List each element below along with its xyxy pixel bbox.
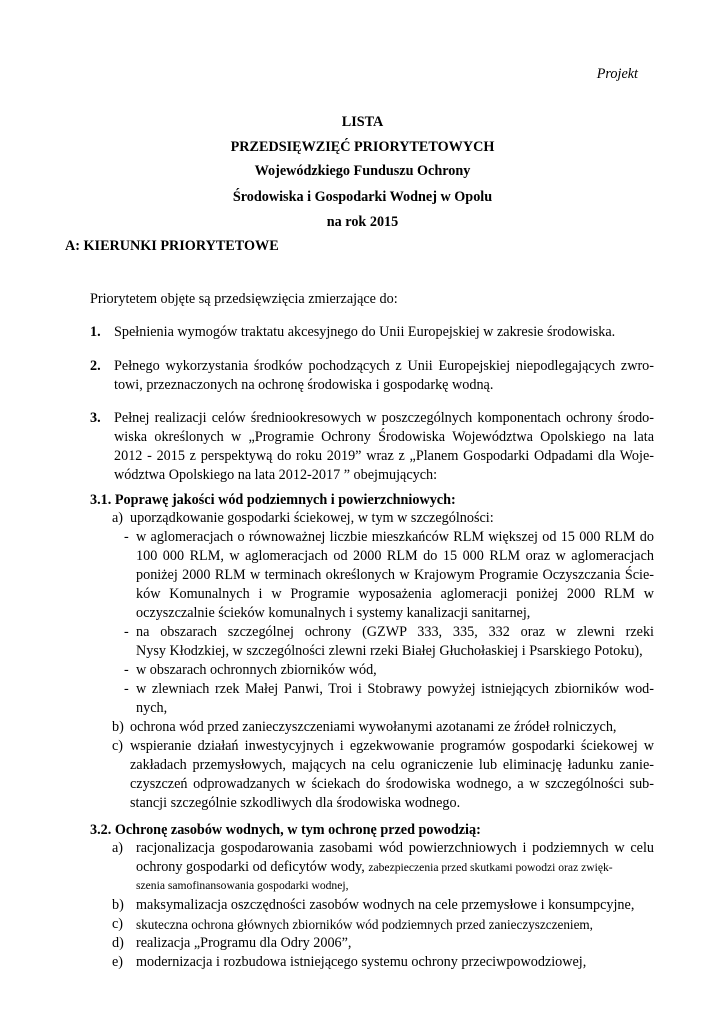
title-line-5: na rok 2015: [326, 214, 399, 230]
intro-text: Priorytetem objęte są przedsięwzięcia zmierzające do:: [90, 291, 398, 307]
list-label: c): [112, 738, 124, 754]
item-3-line: 2012 - 2015 z perspektywą do roku 2019” wraz z „Planem Gospodarki Odpadami dla Woje-: [114, 448, 654, 464]
list-label: e): [112, 954, 124, 970]
section-3-2-a-line: [136, 859, 613, 876]
draft-label: Projekt: [596, 66, 638, 82]
item-1-line: Spełnienia wymogów traktatu akcesyjnego do Unii Europejskiej w zakresie środowiska.: [114, 324, 616, 340]
section-3-1-c-line: zakładach przemysłowych, mających na celu ograniczenie lub eliminację ładunku zanie-: [130, 757, 654, 773]
title-line-1: LISTA: [341, 114, 384, 130]
bullet-line: nych,: [136, 700, 168, 716]
section-3-2-a-line: racjonalizacja gospodarowania zasobami wód powierzchniowych i podziemnych w celu: [136, 840, 654, 856]
bullet-line: poniżej 2000 RLM w terminach określonych w Krajowym Programie Oczyszczania Ście-: [136, 567, 654, 583]
section-3-1-b-text: ochrona wód przed zanieczyszczeniami wywołanymi azotanami ze źródeł rolniczych,: [130, 719, 617, 735]
section-3-2-a-text: ochrony gospodarki od deficytów wody,: [136, 859, 365, 875]
section-3-1-a-text: uporządkowanie gospodarki ściekowej, w tym w szczególności:: [130, 510, 494, 526]
section-3-1-heading: 3.1. Poprawę jakości wód podziemnych i powierzchniowych:: [90, 492, 456, 508]
section-3-2-c-text: skuteczna ochrona głównych zbiorników wód podziemnych przed zanieczyszczeniem,: [136, 917, 593, 932]
dash-bullet: -: [124, 529, 129, 545]
bullet-line: na obszarach szczególnej ochrony (GZWP 333, 335, 332 oraz w zlewni rzeki: [136, 624, 654, 640]
title-line-3: Wojewódzkiego Funduszu Ochrony: [254, 163, 471, 179]
item-3-line: wództwa Opolskiego na lata 2012-2017 ” obejmujących:: [114, 467, 438, 483]
item-3-line: wiska określonych w „Programie Ochrony Środowiska Województwa Opolskiego na lata: [114, 429, 654, 445]
section-3-2-a-small-text: zabezpieczenia przed skutkami powodzi oraz zwięk-: [368, 861, 613, 874]
item-1-number: 1.: [90, 324, 101, 340]
section-3-2-d-text: realizacja „Programu dla Odry 2006”,: [136, 935, 352, 951]
section-3-2-a-small-line: szenia samofinansowania gospodarki wodnej,: [136, 879, 349, 892]
dash-bullet: -: [124, 681, 129, 697]
list-label: a): [112, 840, 124, 856]
section-3-1-c-line: stancji szczególnie szkodliwych dla środowiska wodnego.: [130, 795, 461, 811]
list-label: d): [112, 935, 124, 951]
bullet-line: Nysy Kłodzkiej, w szczególności zlewni rzeki Białej Głuchołaskiej i Psarskiego Potoku),: [136, 643, 643, 659]
bullet-line: w aglomeracjach o równoważnej liczbie mieszkańców RLM większej od 15 000 RLM do: [136, 529, 654, 545]
bullet-line: w obszarach ochronnych zbiorników wód,: [136, 662, 377, 678]
item-2-number: 2.: [90, 358, 101, 374]
section-3-1-c-line: czyszczeń odprowadzanych w ściekach do środowiska wodnego, a w szczególności sub-: [130, 776, 654, 792]
dash-bullet: -: [124, 662, 129, 678]
dash-bullet: -: [124, 624, 129, 640]
item-3-number: 3.: [90, 410, 101, 426]
item-2-line: towi, przeznaczonych na ochronę środowiska i gospodarkę wodną.: [114, 377, 494, 393]
section-3-2-heading: 3.2. Ochronę zasobów wodnych, w tym ochronę przed powodzią:: [90, 822, 481, 838]
section-3-2-e-text: modernizacja i rozbudowa istniejącego systemu ochrony przeciwpowodziowej,: [136, 954, 587, 970]
title-line-4: Środowiska i Gospodarki Wodnej w Opolu: [232, 189, 493, 205]
item-2-line: Pełnego wykorzystania środków pochodzących z Unii Europejskiej niepodlegających zwro-: [114, 358, 654, 374]
list-label: a): [112, 510, 124, 526]
bullet-line: w zlewniach rzek Małej Panwi, Troi i Stobrawy powyżej istniejących zbiorników wod-: [136, 681, 654, 697]
item-3-line: Pełnej realizacji celów średniookresowych w poszczególnych komponentach ochrony środo-: [114, 410, 654, 426]
list-label: b): [112, 719, 124, 735]
section-a-heading: A: KIERUNKI PRIORYTETOWE: [65, 238, 279, 254]
bullet-line: oczyszczalnie ścieków komunalnych i systemy kanalizacji sanitarnej,: [136, 605, 531, 621]
bullet-line: ków Komunalnych i w Programie wyposażenia aglomeracji poniżej 2000 RLM w: [136, 586, 654, 602]
bullet-line: 100 000 RLM, w aglomeracjach od 2000 RLM do 15 000 RLM oraz w aglomeracjach: [136, 548, 654, 564]
title-line-2: PRZEDSIĘWZIĘĆ PRIORYTETOWYCH: [230, 139, 495, 155]
section-3-1-c-line: wspieranie działań inwestycyjnych i egzekwowanie programów gospodarki ściekowej w: [130, 738, 654, 754]
list-label: c): [112, 916, 124, 932]
section-3-2-b-text: maksymalizacja oszczędności zasobów wodnych na cele przemysłowe i konsumpcyjne,: [136, 897, 635, 913]
list-label: b): [112, 897, 124, 913]
